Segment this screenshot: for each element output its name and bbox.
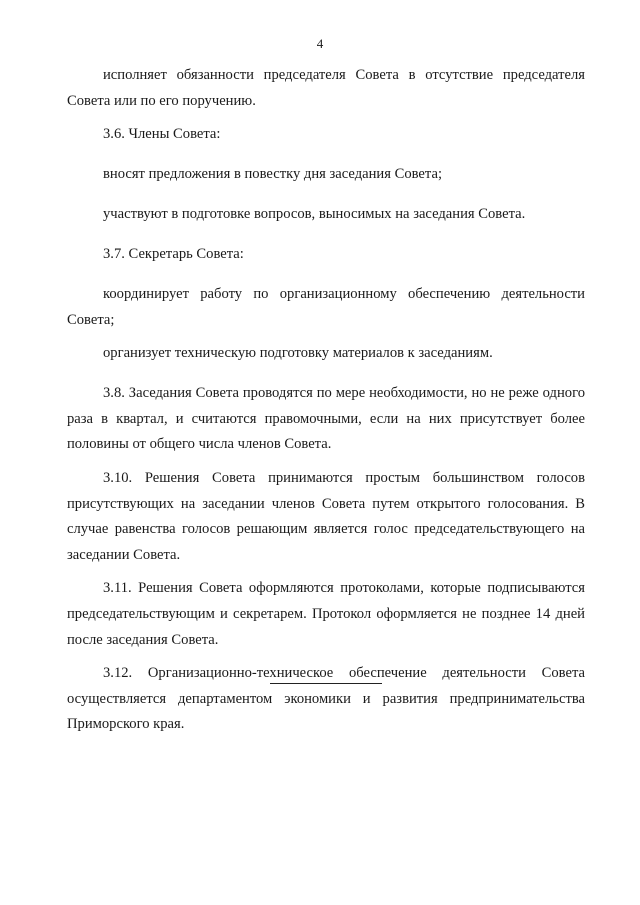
page-number: 4: [316, 36, 324, 51]
end-divider-line: [270, 683, 382, 684]
paragraph-members-preparation: участвуют в подготовке вопросов, выносимых на заседания Совета.: [103, 206, 526, 223]
paragraph-3-12-support: 3.12. Организационно-техническое обеспечение деятельности Совета осуществляется департаментом экономики и развития предпринимательства Приморского края.: [67, 665, 585, 733]
paragraph-secretary-coordination: координирует работу по организационному обеспечению деятельности Совета;: [67, 286, 585, 328]
paragraph-3-7-heading: 3.7. Секретарь Совета:: [103, 246, 244, 263]
paragraph-chair-duties: исполняет обязанности председателя Совета в отсутствие председателя Совета или по его поручению.: [67, 67, 585, 109]
document-body: [67, 63, 585, 746]
paragraph-3-8-meetings: 3.8. Заседания Совета проводятся по мере необходимости, но не реже одного раза в квартал, и считаются правомочными, если на них присутствует более половины от общего числа членов Совета.: [67, 385, 585, 453]
paragraph-3-10-decisions: 3.10. Решения Совета принимаются простым большинством голосов присутствующих на заседании членов Совета путем открытого голосования. В случае равенства голосов решающим является голос председательствующего на заседании Совета.: [67, 470, 585, 563]
paragraph-members-proposals: вносят предложения в повестку дня заседания Совета;: [103, 166, 442, 183]
paragraph-3-6-heading: 3.6. Члены Совета:: [103, 126, 221, 143]
paragraph-3-11-protocols: 3.11. Решения Совета оформляются протоколами, которые подписываются председательствующим и секретарем. Протокол оформляется не позднее 14 дней после заседания Совета.: [67, 580, 585, 648]
paragraph-secretary-materials: организует техническую подготовку материалов к заседаниям.: [103, 345, 493, 362]
